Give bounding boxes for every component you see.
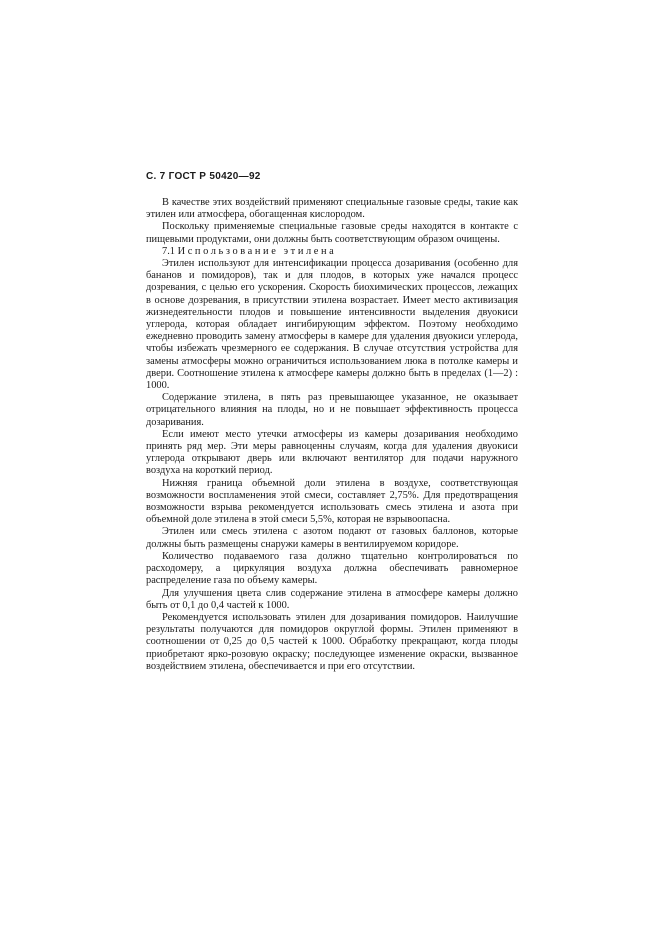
section-number: 7.1 — [162, 245, 175, 257]
section-heading — [146, 246, 518, 258]
paragraph: Для улучшения цвета слив содержание этилена в атмосфере камеры должно быть от 0,1 до 0,4 частей к 1000. — [146, 587, 518, 611]
paragraph: Рекомендуется использовать этилен для дозаривания помидоров. Наилучшие результаты получаются для помидоров округлой формы. Этилен применяют в соотношении от 0,25 до 0,5 частей к 1000. Обработку прекращают, когда плоды приобретают ярко-розовую окраску; последующее изменение окраски, вызванное воздействием этилена, обеспечивается и при его отсутствии. — [146, 611, 518, 672]
document-body — [146, 197, 518, 673]
paragraph: Если имеют место утечки атмосферы из камеры дозаривания необходимо принять ряд мер. Эти меры равноценны случаям, когда для удаления двуокиси углерода открывают дверь или включают вентилятор для подачи наружного воздуха на короткий период. — [146, 428, 518, 477]
paragraph: Нижняя граница объемной доли этилена в воздухе, соответствующая возможности воспламенения этой смеси, составляет 2,75%. Для предотвращения возможности взрыва рекомендуется использовать смесь этилена и азота при объемной доле этилена в этой смеси 5,5%, которая не взрывоопасна. — [146, 477, 518, 526]
paragraph: Этилен или смесь этилена с азотом подают от газовых баллонов, которые должны быть размещены снаружи камеры в вентилируемом коридоре. — [146, 526, 518, 550]
paragraph: Этилен используют для интенсификации процесса дозаривания (особенно для бананов и помидоров), так и для плодов, в которых уже начался процесс дозревания, с целью его ускорения. Скорость биохимических процессов, лежащих в основе дозревания, в присутствии этилена возрастает. Имеет место активизация жизнедеятельности плодов и повышение интенсивности выделения двуокиси углерода, которая обладает ингибирующим эффектом. Поэтому необходимо ежедневно проводить замену атмосферы в камере для удаления двуокиси углерода, чтобы избежать чрезмерного ее содержания. В случае отсутствия устройства для замены атмосферы можно ограничиться использованием люка в потолке камеры и двери. Соотношение этилена к атмосфере камеры должно быть в пределах (1—2) : 1000. — [146, 258, 518, 392]
paragraph: Поскольку применяемые специальные газовые среды находятся в контакте с пищевыми продуктами, они должны быть соответствующим образом очищены. — [146, 221, 518, 245]
section-title: Использование этилена — [177, 245, 337, 257]
page-header: С. 7 ГОСТ Р 50420—92 — [146, 171, 261, 182]
paragraph: В качестве этих воздействий применяют специальные газовые среды, такие как этилен или атмосфера, обогащенная кислородом. — [146, 197, 518, 221]
paragraph: Количество подаваемого газа должно тщательно контролироваться по расходомеру, а циркуляция воздуха должна обеспечивать равномерное распределение газа по объему камеры. — [146, 550, 518, 587]
paragraph: Содержание этилена, в пять раз превышающее указанное, не оказывает отрицательного влияния на плоды, но и не повышает эффективность процесса дозаривания. — [146, 392, 518, 428]
